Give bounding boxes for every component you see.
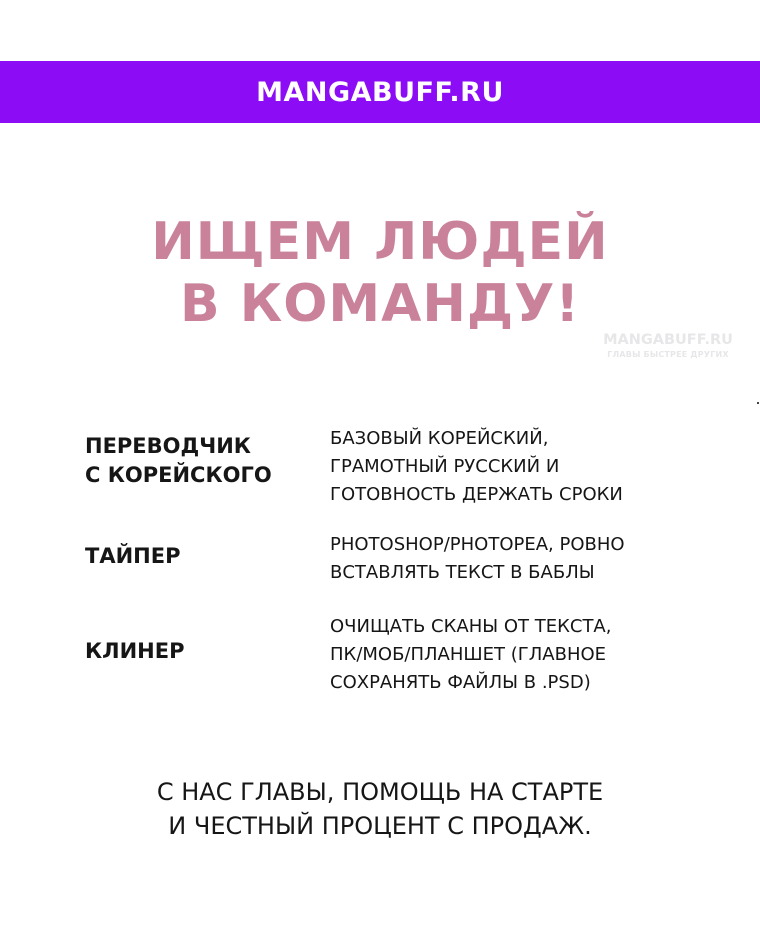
headline-line-2: В КОМАНДУ! — [179, 274, 581, 334]
requirement-line: ГРАМОТНЫЙ РУССКИЙ И — [330, 456, 560, 477]
watermark-tagline: ГЛАВЫ БЫСТРЕЕ ДРУГИХ — [607, 349, 729, 359]
site-banner — [0, 61, 760, 123]
role-cleaner-requirements — [330, 613, 611, 697]
role-title-line: ПЕРЕВОДЧИК — [85, 434, 251, 458]
requirement-line: СОХРАНЯТЬ ФАЙЛЫ В .PSD) — [330, 672, 591, 693]
watermark — [596, 333, 740, 359]
headline-line-1: ИЩЕМ ЛЮДЕЙ — [151, 212, 609, 272]
watermark-site: MANGABUFF.RU — [603, 332, 733, 348]
role-title-line: С КОРЕЙСКОГО — [85, 463, 272, 487]
role-typer-title — [85, 542, 180, 571]
role-translator-title — [85, 432, 272, 490]
role-cleaner-title — [85, 637, 185, 666]
footer-line-1: С НАС ГЛАВЫ, ПОМОЩЬ НА СТАРТЕ — [156, 778, 604, 806]
role-typer-requirements — [330, 531, 625, 587]
role-translator-requirements — [330, 425, 623, 509]
role-title-line: ТАЙПЕР — [85, 544, 181, 568]
requirement-line: БАЗОВЫЙ КОРЕЙСКИЙ, — [330, 428, 549, 449]
requirement-line: ГОТОВНОСТЬ ДЕРЖАТЬ СРОКИ — [330, 484, 623, 505]
requirement-line: PHOTOSHOP/PHOTOPEA, РОВНО — [330, 534, 625, 555]
role-title-line: КЛИНЕР — [85, 639, 185, 663]
footer-line-2: И ЧЕСТНЫЙ ПРОЦЕНТ С ПРОДАЖ. — [168, 812, 592, 840]
requirement-line: ОЧИЩАТЬ СКАНЫ ОТ ТЕКСТА, — [330, 616, 612, 637]
requirement-line: ВСТАВЛЯТЬ ТЕКСТ В БАБЛЫ — [330, 562, 595, 583]
stray-dot — [757, 402, 759, 404]
banner-site-name: MANGABUFF.RU — [256, 76, 504, 108]
requirement-line: ПК/МОБ/ПЛАНШЕТ (ГЛАВНОЕ — [330, 644, 607, 665]
